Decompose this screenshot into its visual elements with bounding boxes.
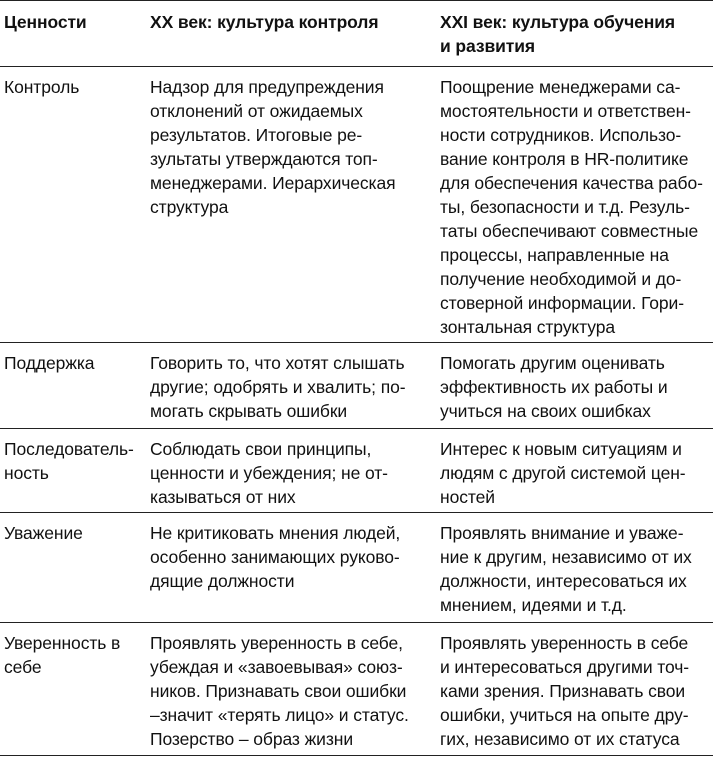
row-21st-century-text: Проявлять уверенность в себе и интересоваться другими точ- ками зрения. Признавать свои ошибки, учиться на опыте дру- гих, независимо от их статуса — [440, 633, 689, 749]
row-20th-century-text: Соблюдать свои принципы, ценности и убеждения; не от- казываться от них — [150, 439, 388, 507]
table-row-support — [0, 342, 713, 428]
row-value-name: Контроль — [4, 77, 80, 97]
row-value-name: Уважение — [4, 523, 83, 543]
row-value-name: Последователь- ность — [4, 439, 134, 483]
row-21st-century-text: Помогать другим оценивать эффективность их работы и учиться на своих ошибках — [440, 353, 668, 421]
table-row-control — [0, 66, 713, 342]
row-21st-century-text: Интерес к новым ситуациям и людям с другой системой цен- ностей — [440, 439, 686, 507]
row-21st-century-text: Проявлять внимание и уваже- ние к другим, независимо от их должности, интересоваться их мнением, идеями и т.д. — [440, 523, 692, 615]
row-20th-century-text: Не критиковать мнения людей, особенно занимающих руково- дящие должности — [150, 523, 401, 591]
header-20th-century: ХХ век: культура контроля — [150, 12, 379, 32]
row-20th-century-text: Говорить то, что хотят слышать другие; одобрять и хвалить; по- могать скрывать ошибки — [150, 353, 406, 421]
row-20th-century-text: Проявлять уверенность в себе, убеждая и «завоевывая» союз- ников. Признавать свои ошибки –значит «терять лицо» и статус. Позерство – образ жизни — [150, 633, 409, 749]
table-header-row — [0, 0, 713, 66]
row-20th-century-text: Надзор для предупреждения отклонений от ожидаемых результатов. Итоговые ре- зультаты утверждаются топ- менеджерами. Иерархическая структура — [150, 77, 396, 217]
table-row-respect — [0, 512, 713, 622]
row-value-name: Поддержка — [4, 353, 95, 373]
header-21st-century: XXI век: культура обучения и развития — [440, 12, 676, 56]
table-row-self-confidence — [0, 622, 713, 756]
row-21st-century-text: Поощрение менеджерами са- мостоятельности и ответствен- ности сотрудников. Использо- вание контроля в HR-политике для обеспечения качества рабо- ты, безопасности и т.д. Резуль- таты обеспечивают совместные процессы, направленные на получение необходимой и до- стоверной информации. Гори- зонтальная структура — [440, 77, 703, 337]
table-row-consistency — [0, 428, 713, 512]
row-value-name: Уверенность в себе — [4, 633, 121, 677]
header-values: Ценности — [4, 12, 87, 32]
